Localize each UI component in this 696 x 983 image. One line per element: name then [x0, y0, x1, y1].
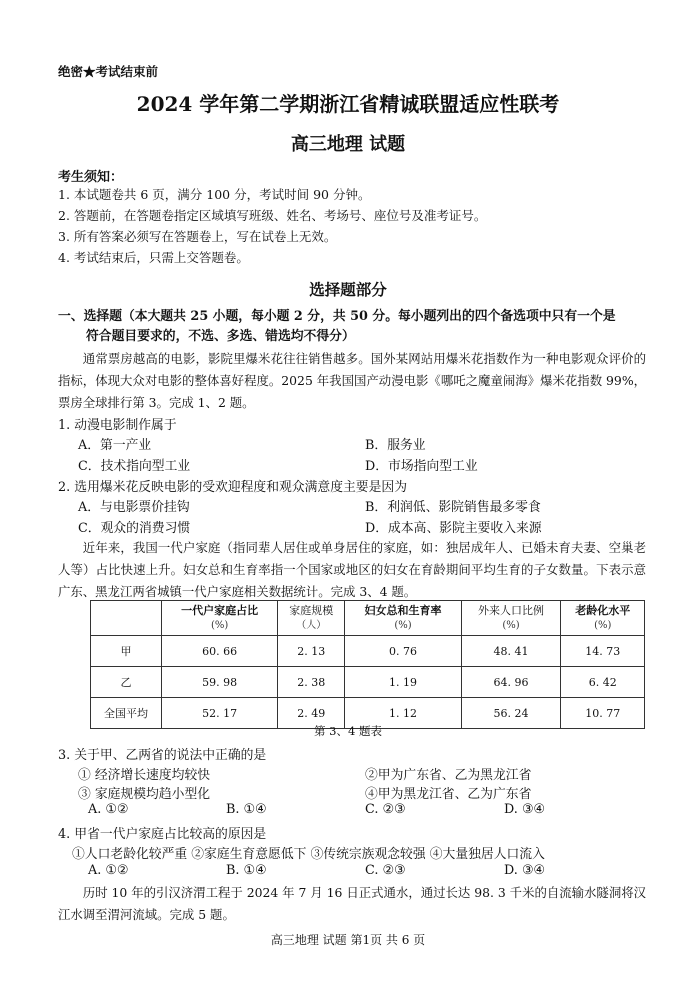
passage-water-transfer: 历时 10 年的引汉济渭工程于 2024 年 7 月 16 日正式通水，通过长达 98. 3 千米的自流输水隧洞将汉江水调至渭河流域。完成 5 题。	[58, 885, 646, 922]
row-label: 乙	[91, 667, 162, 698]
col-header-unit: (%)	[594, 619, 612, 631]
q3-option-c: C. ②③	[365, 802, 406, 817]
q4-option-b: B. ①④	[226, 863, 267, 878]
q2-option-a: A．与电影票价挂钩	[78, 500, 190, 515]
row-label: 全国平均	[91, 698, 162, 729]
q3-statement-2: ②甲为广东省、乙为黑龙江省	[365, 768, 532, 783]
table-header-row	[91, 601, 645, 636]
q4-option-c: C. ②③	[365, 863, 406, 878]
col-header-unit: (%)	[502, 619, 520, 631]
q1-option-d: D．市场指向型工业	[365, 459, 478, 474]
q2-option-b: B．利润低、影院销售最多零食	[365, 500, 541, 515]
table-corner-cell	[91, 601, 162, 636]
q1-option-a: A．第一产业	[78, 438, 152, 453]
table-cell: 14. 73	[561, 636, 645, 667]
col-header-unit: （人）	[296, 619, 327, 631]
passage-popcorn: 通常票房越高的电影，影院里爆米花往往销售越多。国外某网站用爆米花指数作为一种电影观众评价的指标，体现大众对电影的整体喜好程度。2025 年我国国产动漫电影《哪吒之魔童闹海》爆米花指数 99%，票房全球排行第 3。完成 1、2 题。	[58, 351, 646, 410]
part-instructions	[58, 307, 648, 347]
note-item: 1. 本试题卷共 6 页，满分 100 分，考试时间 90 分钟。	[58, 187, 371, 202]
exam-subtitle: 高三地理 试题	[290, 134, 406, 155]
table-cell: 64. 96	[461, 667, 561, 698]
confidential-mark: 绝密★考试结束前	[58, 64, 159, 79]
q2-option-d: D．成本高、影院主要收入来源	[365, 521, 542, 536]
table-cell: 6. 42	[561, 667, 645, 698]
table-row	[91, 667, 645, 698]
table-row	[91, 636, 645, 667]
household-data-table	[90, 600, 645, 729]
col-header-name: 一代户家庭占比	[181, 603, 259, 617]
exam-title: 2024 学年第二学期浙江省精诚联盟适应性联考	[136, 92, 560, 116]
question-2-stem: 2. 选用爆米花反映电影的受欢迎程度和观众满意度主要是因为	[58, 480, 407, 495]
part-instructions-line1: 一、选择题（本大题共 25 小题，每小题 2 分，共 50 分。每小题列出的四个备选项中只有一个是	[58, 309, 616, 324]
q1-option-c: C．技术指向型工业	[78, 459, 191, 474]
col-header	[278, 601, 345, 636]
q4-statements: ①人口老龄化较严重 ②家庭生育意愿低下 ③传统宗族观念较强 ④大量独居人口流入	[72, 847, 545, 862]
table-cell: 2. 13	[278, 636, 345, 667]
q2-option-c: C．观众的消费习惯	[78, 521, 191, 536]
table-cell: 60. 66	[162, 636, 278, 667]
table-cell: 1. 19	[345, 667, 461, 698]
q3-option-b: B. ①④	[226, 802, 267, 817]
q3-statement-4: ④甲为黑龙江省、乙为广东省	[365, 787, 532, 802]
note-item: 3. 所有答案必须写在答题卷上，写在试卷上无效。	[58, 229, 337, 244]
q4-option-a: A. ①②	[88, 863, 129, 878]
q3-option-a: A. ①②	[88, 802, 129, 817]
col-header-name: 外来人口比例	[478, 603, 545, 617]
notes-heading: 考生须知：	[58, 170, 124, 185]
table-cell: 0. 76	[345, 636, 461, 667]
col-header-name: 老龄化水平	[575, 603, 631, 617]
col-header	[561, 601, 645, 636]
table-cell: 52. 17	[162, 698, 278, 729]
table-cell: 59. 98	[162, 667, 278, 698]
col-header-name: 家庭规模	[289, 603, 334, 617]
table-cell: 2. 49	[278, 698, 345, 729]
q1-option-b: B．服务业	[365, 438, 426, 453]
passage-households: 近年来，我国一代户家庭（指同辈人居住或单身居住的家庭，如：独居成年人、已婚未育夫妻、空巢老人等）占比快速上升。妇女总和生育率指一个国家或地区的妇女在育龄期间平均生育的子女数量。下表示意广东、黑龙江两省城镇一代户家庭相关数据统计。完成 3、4 题。	[58, 540, 646, 599]
note-item: 4. 考试结束后，只需上交答题卷。	[58, 250, 249, 265]
page-footer: 高三地理 试题 第1页 共 6 页	[270, 933, 426, 947]
q3-option-d: D. ③④	[504, 802, 545, 817]
col-header-unit: (%)	[394, 619, 412, 631]
table-cell: 2. 38	[278, 667, 345, 698]
col-header	[162, 601, 278, 636]
q4-option-d: D. ③④	[504, 863, 545, 878]
question-3-stem: 3. 关于甲、乙两省的说法中正确的是	[58, 748, 267, 763]
table-cell: 56. 24	[461, 698, 561, 729]
col-header	[461, 601, 561, 636]
question-4-stem: 4. 甲省一代户家庭占比较高的原因是	[58, 827, 267, 842]
table-cell: 10. 77	[561, 698, 645, 729]
col-header	[345, 601, 461, 636]
note-item: 2. 答题前，在答题卷指定区域填写班级、姓名、考场号、座位号及准考证号。	[58, 208, 487, 223]
table-cell: 1. 12	[345, 698, 461, 729]
table-caption: 第 3、4 题表	[314, 724, 382, 738]
col-header-unit: (%)	[210, 619, 229, 631]
section-title: 选择题部分	[309, 280, 387, 299]
question-1-stem: 1. 动漫电影制作属于	[58, 418, 177, 433]
table-cell: 48. 41	[461, 636, 561, 667]
col-header-name: 妇女总和生育率	[364, 603, 442, 617]
q3-statement-1: ① 经济增长速度均较快	[78, 768, 211, 783]
row-label: 甲	[91, 636, 162, 667]
part-instructions-line2: 符合题目要求的，不选、多选、错选均不得分）	[86, 329, 355, 344]
q3-statement-3: ③ 家庭规模均趋小型化	[78, 787, 211, 802]
